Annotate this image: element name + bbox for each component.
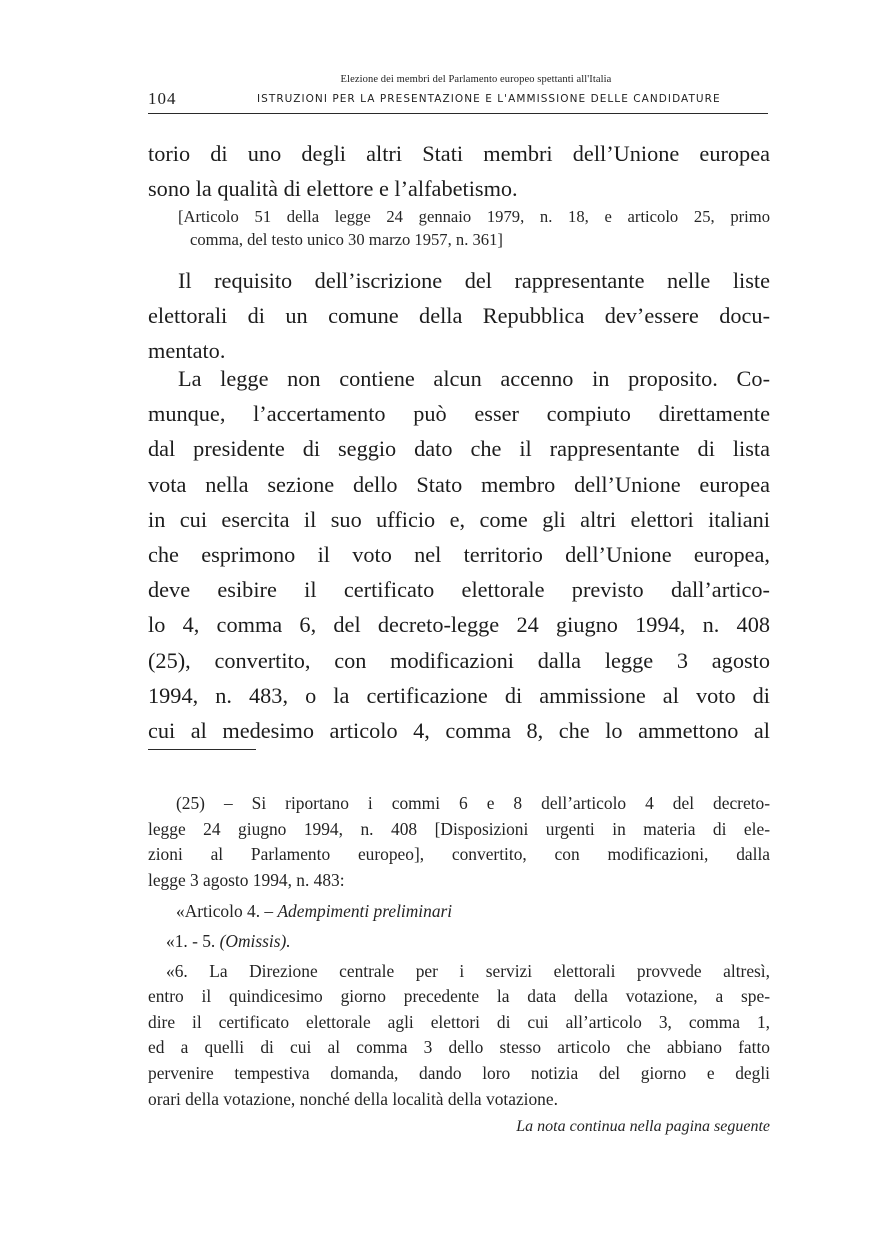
text-line: lo 4, comma 6, del decreto-legge 24 giugno 1994, n. 408	[148, 612, 770, 638]
citation-line: [Articolo 51 della legge 24 gennaio 1979, n. 18, e articolo 25, primo	[178, 207, 770, 226]
text-line: elettorali di un comune della Repubblica dev’essere docu-	[148, 303, 770, 329]
footnote-line: ed a quelli di cui al comma 3 dello stesso articolo che abbiano fatto	[148, 1037, 770, 1058]
text-line: munque, l’accertamento può esser compiuto direttamente	[148, 401, 770, 427]
text-line: La legge non contiene alcun accenno in proposito. Co-	[178, 366, 770, 391]
footnote-divider	[148, 749, 256, 750]
paragraph-continuation	[148, 136, 770, 206]
text-line: vota nella sezione dello Stato membro dell’Unione europea	[148, 471, 770, 497]
text-line: che esprimono il voto nel territorio dell’Unione europea,	[148, 542, 770, 568]
text-line: mentato.	[148, 338, 226, 364]
footnote-line: pervenire tempestiva domanda, dando loro notizia del giorno e degli	[148, 1062, 770, 1083]
article-label: «Articolo 4. –	[176, 901, 278, 922]
page-number: 104	[148, 89, 177, 108]
continuation-note: La nota continua nella pagina seguente	[516, 1118, 770, 1136]
footnote-line: (25) – Si riportano i commi 6 e 8 dell’articolo 4 del decreto-	[176, 793, 770, 813]
comma-6	[148, 959, 770, 1113]
paragraph-legge	[148, 361, 770, 748]
section-title: ISTRUZIONI PER LA PRESENTAZIONE E L'AMMISSIONE DELLE CANDIDATURE	[257, 93, 721, 105]
footnote-line: orari della votazione, nonché della località della votazione.	[148, 1088, 558, 1109]
footnote-line: legge 24 giugno 1994, n. 408 [Disposizioni urgenti in materia di ele-	[148, 818, 770, 839]
header-divider	[148, 113, 768, 114]
text-line: dal presidente di seggio dato che il rappresentante di lista	[148, 436, 770, 462]
legal-citation	[178, 205, 770, 251]
citation-line: comma, del testo unico 30 marzo 1957, n. 361]	[190, 230, 503, 249]
omissis-text: (Omissis).	[219, 930, 291, 951]
main-text	[148, 136, 770, 206]
text-line: torio di uno degli altri Stati membri dell’Unione europea	[148, 141, 770, 166]
text-line: 1994, n. 483, o la certificazione di ammissione al voto di	[148, 682, 770, 708]
footnote-25	[148, 791, 770, 1140]
text-line: deve esibire il certificato elettorale previsto dall’artico-	[148, 577, 770, 603]
omissis-label: «1. - 5.	[166, 930, 220, 951]
footnote-line: legge 3 agosto 1994, n. 483:	[148, 869, 345, 890]
omissis-line	[148, 929, 770, 955]
footnote-line: «6. La Direzione centrale per i servizi elettorali provvede altresì,	[166, 960, 770, 981]
paragraph-requisito	[148, 263, 770, 369]
article-title: Adempimenti preliminari	[277, 901, 453, 922]
running-title-text: Elezione dei membri del Parlamento europeo spettanti all'Italia	[340, 74, 612, 85]
text-line: cui al medesimo articolo 4, comma 8, che lo ammettono al	[148, 718, 770, 744]
text-line: sono la qualità di elettore e l’alfabetismo.	[148, 176, 518, 202]
footnote-line: dire il certificato elettorale agli elettori di cui all’articolo 3, comma 1,	[148, 1011, 770, 1032]
text-line: in cui esercita il suo ufficio e, come gli altri elettori italiani	[148, 506, 770, 532]
footnote-line: entro il quindicesimo giorno precedente la data della votazione, a spe-	[148, 986, 770, 1007]
text-line: Il requisito dell’iscrizione del rappresentante nelle liste	[178, 268, 770, 293]
article-heading	[148, 899, 770, 925]
footnote-line: zioni al Parlamento europeo], convertito, con modificazioni, dalla	[148, 844, 770, 865]
text-line: (25), convertito, con modificazioni dalla legge 3 agosto	[148, 647, 770, 673]
running-title	[0, 74, 876, 85]
